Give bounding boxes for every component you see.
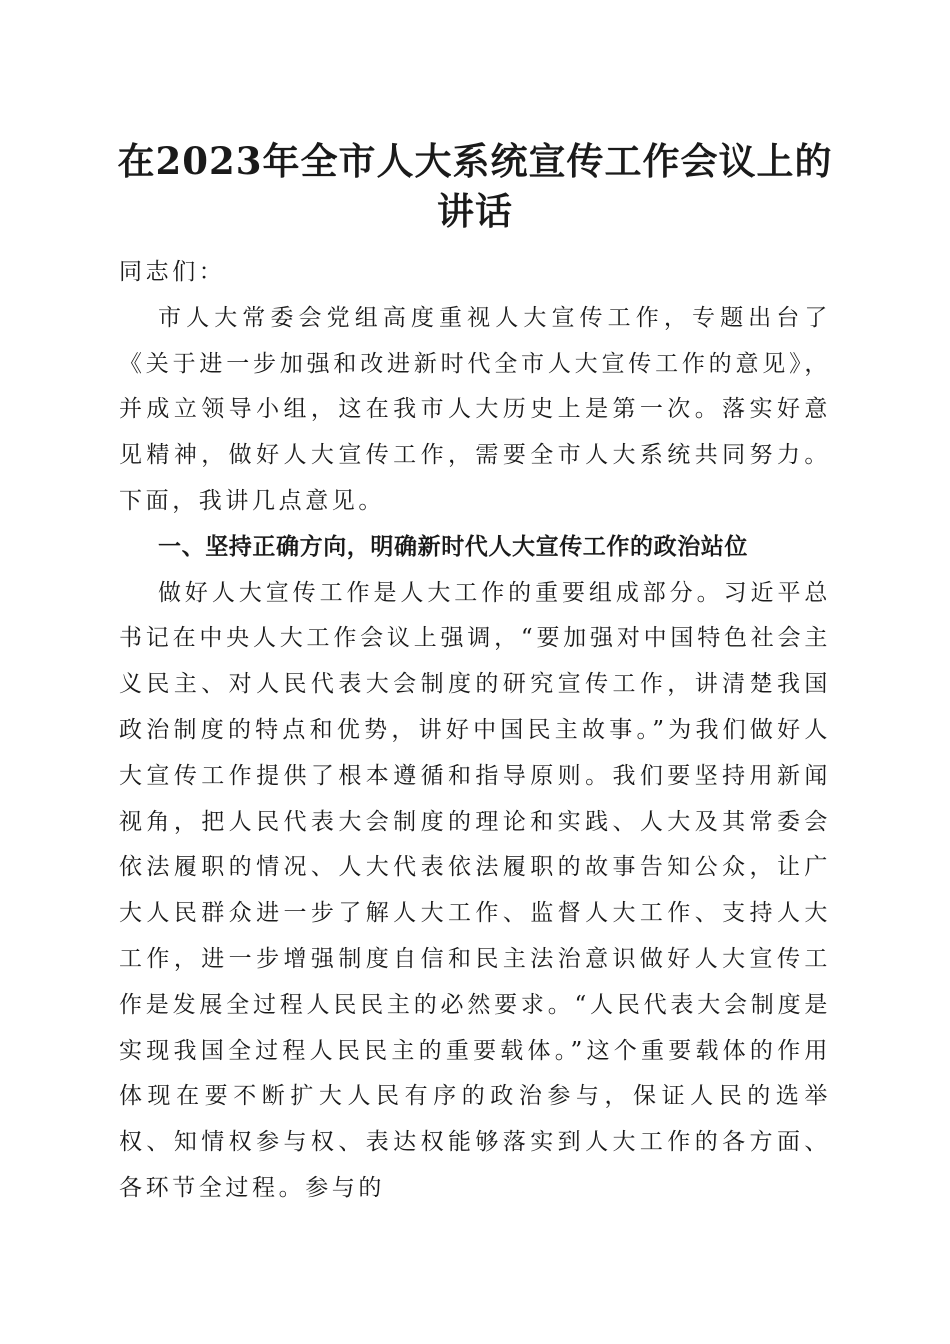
intro-paragraph: 市人大常委会党组高度重视人大宣传工作，专题出台了《关于进一步加强和改进新时代全市人大宣传工作的意见》，并成立领导小组，这在我市人大历史上是第一次。落实好意见精神，做好人大宣传工作，需要全市人大系统共同努力。下面，我讲几点意见。 (119, 304, 831, 514)
page-title: 在2023年全市人大系统宣传工作会议上的讲话 (117, 139, 833, 233)
section-1-paragraph: 做好人大宣传工作是人大工作的重要组成部分。习近平总书记在中央人大工作会议上强调，“要加强对中国特色社会主义民主、对人民代表大会制度的研究宣传工作，讲清楚我国政治制度的特点和优势，讲好中国民主故事。”为我们做好人大宣传工作提供了根本遵循和指导原则。我们要坚持用新闻视角，把人民代表大会制度的理论和实践、人大及其常委会依法履职的情况、人大代表依法履职的故事告知公众，让广大人民群众进一步了解人大工作、监督人大工作、支持人大工作，进一步增强制度自信和民主法治意识做好人大宣传工作是发展全过程人民民主的必然要求。“人民代表大会制度是实现我国全过程人民民主的重要载体。”这个重要载体的作用体现在要不断扩大人民有序的政治参与，保证人民的选举权、知情权参与权、表达权能够落实到人大工作的各方面、各环节全过程。参与的 (119, 579, 831, 1201)
document-body (119, 250, 831, 1212)
section-1-heading: 一、坚持正确方向，明确新时代人大宣传工作的政治站位 (158, 533, 748, 560)
salutation: 同志们： (119, 259, 226, 285)
